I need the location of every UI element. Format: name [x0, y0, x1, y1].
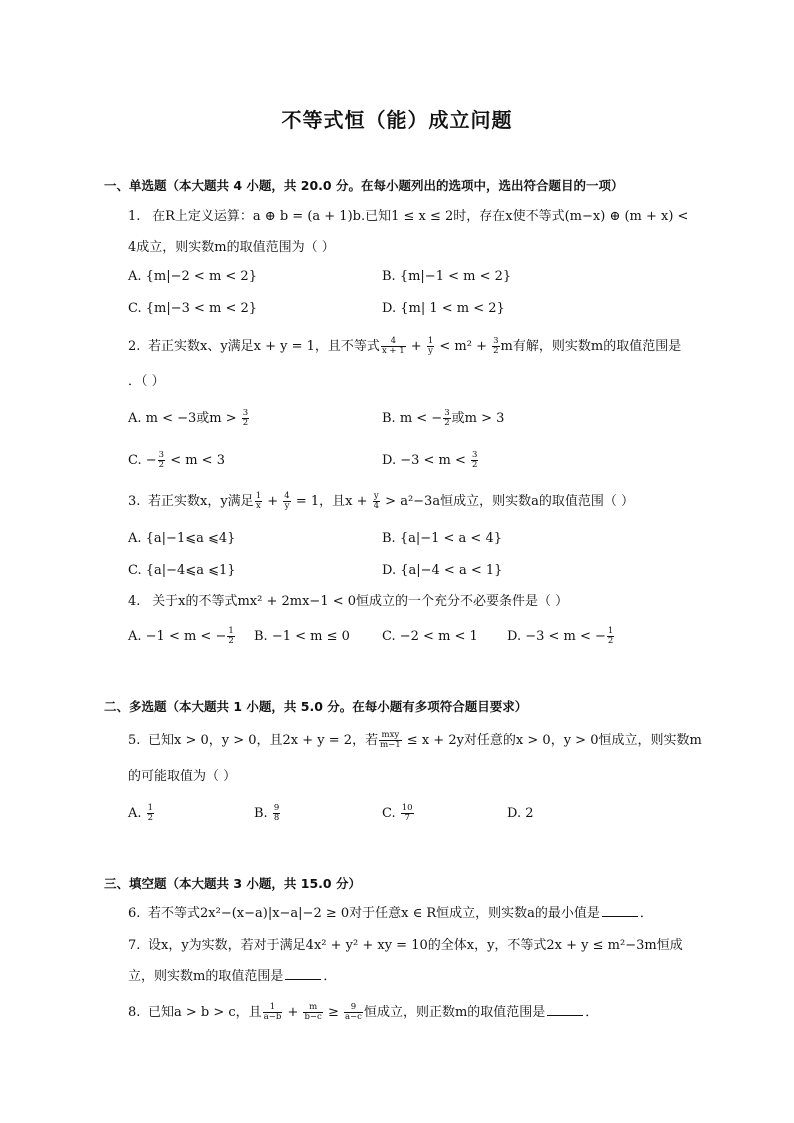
question-text: 关于x的不等式mx² + 2mx−1 < 0恒成立的一个充分不必要条件是（ ）	[152, 594, 569, 609]
option-b: B. −1 < m ≤ 0	[254, 629, 350, 644]
numerator: 4	[284, 491, 290, 501]
numerator: 4	[381, 337, 406, 347]
option-b	[382, 408, 504, 430]
denominator: m−1	[380, 740, 401, 750]
option-text: D. −3 < m <	[382, 453, 471, 468]
fraction	[242, 409, 249, 428]
question-6	[128, 904, 653, 924]
question-number: 8.	[128, 1005, 141, 1020]
operator: +	[406, 339, 426, 354]
numerator: 3	[158, 450, 165, 460]
fraction	[147, 804, 154, 823]
question-text: 设x，y为实数，若对于满足4x² + y² + xy = 10的全体x，y，不等式2x + y ≤ m²−3m恒成	[148, 938, 683, 953]
question-7	[128, 936, 683, 956]
numerator: 9	[273, 803, 280, 813]
question-5-continued: 的可能取值为（ ）	[128, 769, 237, 784]
question-text: 已知x > 0，y > 0，且2x + y = 2，若	[148, 733, 379, 748]
question-1	[128, 207, 688, 227]
denominator: 7	[404, 813, 410, 823]
operator: ≥	[323, 1005, 343, 1020]
option-a	[128, 803, 155, 825]
question-number: 4.	[128, 594, 141, 609]
page-title: 不等式恒（能）成立问题	[281, 108, 513, 132]
question-1-continued: 4成立，则实数m的取值范围为（ ）	[128, 240, 335, 255]
question-text: = 1，且x +	[291, 494, 372, 509]
option-d	[507, 626, 615, 648]
numerator: 1	[228, 626, 234, 636]
denominator: 2	[228, 636, 234, 646]
option-d: D. 2	[507, 806, 534, 821]
question-text: 在R上定义运算：a ⊕ b = (a + 1)b.已知1 ≤ x ≤ 2时，存在x使不等式(m−x) ⊕ (m + x) <	[152, 209, 689, 224]
fraction	[158, 451, 165, 470]
option-c	[128, 450, 225, 472]
option-c: C. {m|−3 < m < 2}	[128, 301, 258, 316]
numerator: y	[373, 491, 379, 501]
denominator: x	[256, 501, 261, 511]
fraction	[227, 627, 234, 646]
denominator: b−c	[304, 1012, 322, 1022]
option-c: C. −2 < m < 1	[382, 629, 478, 644]
numerator: 1	[263, 1003, 283, 1013]
numerator: 3	[242, 408, 249, 418]
question-number: 3.	[128, 494, 141, 509]
section-heading-fill-in: 三、填空题（本大题共 3 小题，共 15.0 分）	[104, 876, 361, 891]
question-text: 立，则实数m的取值范围是	[128, 969, 284, 984]
fraction	[443, 409, 450, 428]
section-heading-multiple-choice: 二、多选题（本大题共 1 小题，共 5.0 分。在每小题有多项符合题目要求）	[104, 699, 528, 714]
denominator: 2	[444, 418, 450, 428]
option-b: B. {a|−1 < a < 4}	[382, 531, 502, 546]
option-a: A. {m|−2 < m < 2}	[128, 269, 257, 284]
denominator: a−b	[263, 1012, 282, 1022]
numerator: 3	[472, 450, 478, 460]
option-a	[128, 408, 250, 430]
option-a: A. {a|−1⩽a ⩽4}	[128, 531, 236, 546]
denominator: 2	[242, 418, 249, 428]
denominator: a−c	[344, 1012, 362, 1022]
question-number: 7.	[128, 938, 141, 953]
numerator: 1	[147, 803, 154, 813]
option-b: B. {m|−1 < m < 2}	[382, 269, 512, 284]
fraction	[381, 337, 406, 356]
numerator: 1	[255, 491, 262, 501]
punctuation: ．	[323, 969, 337, 984]
denominator: 2	[147, 813, 154, 823]
punctuation: ．	[639, 906, 653, 921]
answer-blank	[602, 904, 638, 917]
question-text: 若正实数x、y满足x + y = 1，且不等式	[148, 339, 380, 354]
question-number: 6.	[128, 906, 141, 921]
fraction	[255, 492, 262, 511]
denominator: 2	[607, 636, 614, 646]
question-text: m有解，则实数m的取值范围是	[500, 339, 682, 354]
operator: +	[263, 494, 283, 509]
fraction	[471, 451, 478, 470]
question-text: 若不等式2x²−(x−a)|x−a|−2 ≥ 0对于任意x ∈ R恒成立，则实数a的最小值是	[148, 906, 600, 921]
numerator: 1	[607, 626, 614, 636]
fraction	[607, 627, 614, 646]
numerator: 10	[401, 803, 413, 813]
operator: +	[283, 1005, 303, 1020]
option-text: C. −	[128, 453, 157, 468]
denominator: x + 1	[381, 346, 405, 356]
numerator: mxy	[379, 731, 402, 741]
fraction	[492, 337, 499, 356]
option-b	[254, 803, 281, 825]
option-text: B. m < −	[382, 411, 443, 426]
answer-blank	[547, 1003, 583, 1016]
numerator: 9	[344, 1003, 363, 1013]
option-text: A. −1 < m < −	[128, 629, 227, 644]
fraction	[283, 492, 290, 511]
punctuation: ．	[585, 1005, 599, 1020]
fraction	[344, 1003, 363, 1022]
question-text: ≤ x + 2y对任意的x > 0，y > 0恒成立，则实数m	[402, 733, 702, 748]
fraction	[427, 337, 434, 356]
option-text: 或m > 3	[451, 411, 505, 426]
question-number: 1.	[128, 209, 141, 224]
question-4	[128, 592, 568, 612]
question-text: < m² +	[435, 339, 492, 354]
denominator: 2	[472, 460, 478, 470]
option-d	[382, 450, 479, 472]
option-c	[382, 803, 415, 825]
question-text: 恒成立，则正数m的取值范围是	[363, 1005, 546, 1020]
denominator: 8	[273, 813, 280, 823]
option-c: C. {a|−4⩽a ⩽1}	[128, 563, 236, 578]
fraction	[373, 492, 380, 511]
option-d: D. {m| 1 < m < 2}	[382, 301, 505, 316]
option-a	[128, 626, 236, 648]
fraction	[263, 1003, 283, 1022]
question-3	[128, 492, 634, 512]
question-number: 5.	[128, 733, 141, 748]
option-text: < m < 3	[166, 453, 225, 468]
fraction	[379, 731, 402, 750]
question-2	[128, 337, 681, 357]
fraction	[273, 804, 280, 823]
answer-blank	[285, 967, 321, 980]
question-2-continued: ．（ ）	[128, 374, 165, 389]
denominator: y	[284, 501, 290, 511]
option-text: D. −3 < m < −	[507, 629, 606, 644]
denominator: y	[428, 346, 433, 356]
option-text: A.	[128, 806, 146, 821]
option-text: B.	[254, 806, 272, 821]
fraction	[401, 804, 414, 823]
option-d: D. {a|−4 < a < 1}	[382, 563, 503, 578]
question-text: 若正实数x，y满足	[148, 494, 254, 509]
section-heading-single-choice: 一、单选题（本大题共 4 小题，共 20.0 分。在每小题列出的选项中，选出符合题目的一项）	[104, 178, 624, 193]
numerator: m	[303, 1003, 322, 1013]
option-text: C.	[382, 806, 400, 821]
question-8	[128, 1003, 598, 1023]
numerator: 3	[493, 336, 499, 346]
question-number: 2.	[128, 339, 141, 354]
fraction	[303, 1003, 322, 1022]
option-text: A. m < −3或m >	[128, 411, 241, 426]
question-7-continued	[128, 967, 336, 987]
numerator: 3	[444, 408, 450, 418]
denominator: 2	[493, 346, 499, 356]
denominator: 2	[158, 460, 165, 470]
question-text: 已知a > b > c，且	[148, 1005, 262, 1020]
question-5	[128, 731, 702, 751]
denominator: 4	[373, 501, 380, 511]
question-text: > a²−3a恒成立，则实数a的取值范围（ ）	[381, 494, 634, 509]
numerator: 1	[427, 336, 434, 346]
